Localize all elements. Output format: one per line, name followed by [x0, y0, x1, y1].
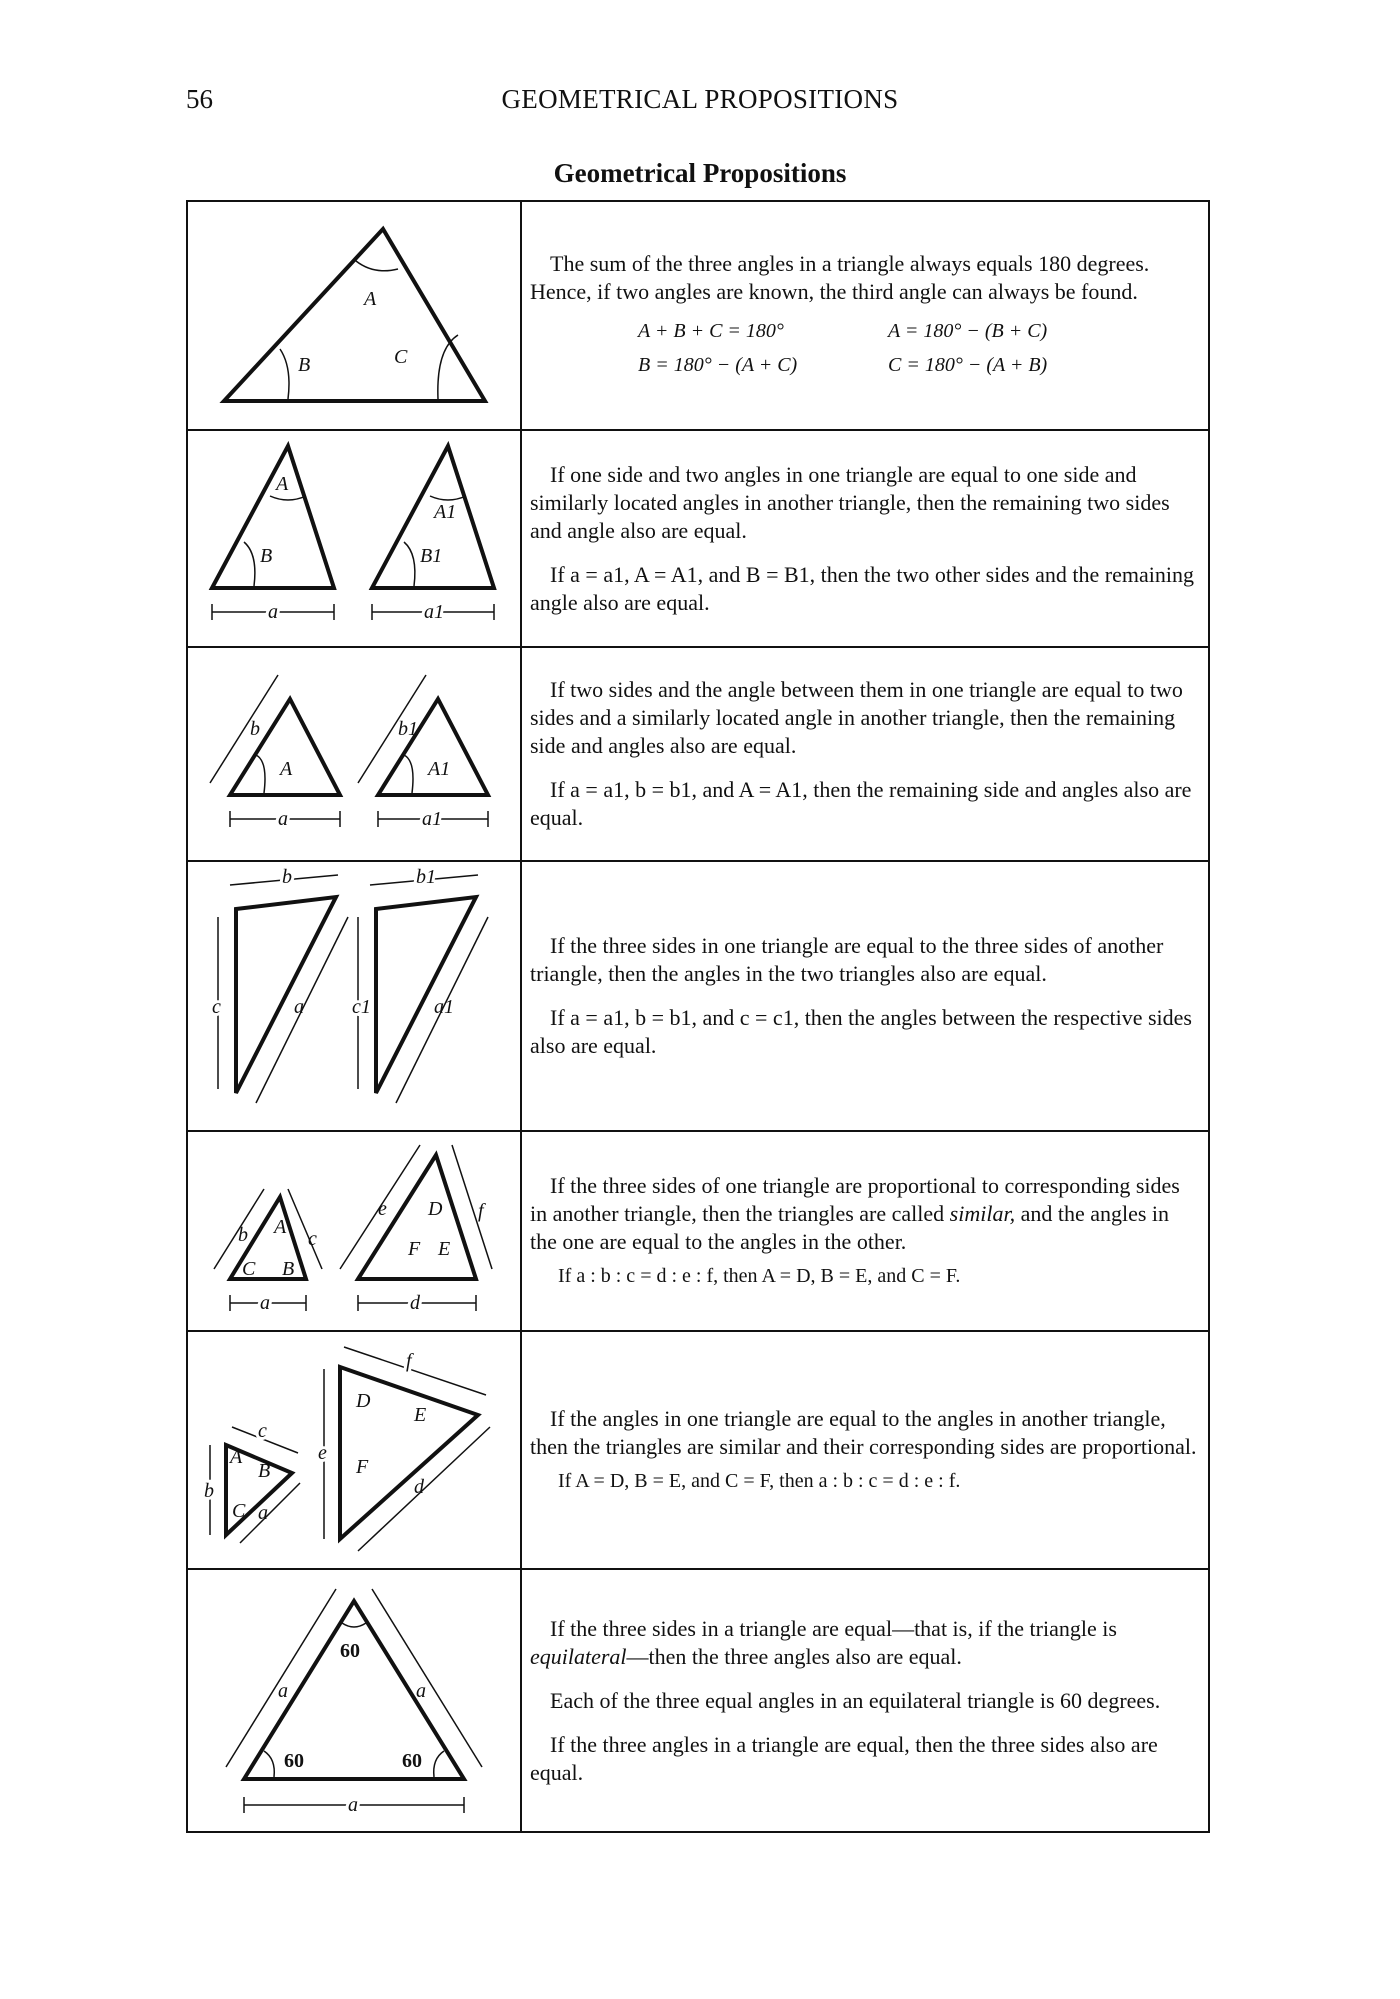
formula: A = 180° − (B + C) [888, 319, 1048, 342]
label-a1: a1 [424, 601, 444, 623]
running-head: GEOMETRICAL PROPOSITIONS [501, 84, 899, 114]
figure-cell [187, 861, 521, 1131]
figure-cell [187, 1331, 521, 1569]
label-A1: A1 [434, 501, 457, 523]
label-a: a [268, 601, 278, 623]
proposition-condition: If a = a1, b = b1, and c = c1, then the angles between the respective sides also are equal. [530, 1005, 1192, 1058]
label-d: d [414, 1476, 424, 1498]
text-cell [521, 430, 1209, 647]
proposition-text: If the three sides in one triangle are equal to the three sides of another triangle, then the angles in the two triangles also are equal. [530, 933, 1164, 986]
figure-cell [187, 647, 521, 861]
figure-cell [187, 1131, 521, 1331]
label-A: A [274, 1216, 287, 1238]
label-A: A [364, 288, 377, 310]
label-e: e [318, 1442, 327, 1464]
asa-congruence-figure [188, 432, 520, 645]
label-b: b [282, 866, 292, 888]
sas-congruence-figure [188, 649, 520, 859]
section-title: Geometrical Propositions [553, 158, 847, 188]
figure-cell [187, 430, 521, 647]
label-D: D [428, 1198, 443, 1220]
label-a-left: a [278, 1680, 288, 1702]
similar-triangles-sides-figure [188, 1133, 520, 1329]
page-number: 56 [186, 84, 213, 114]
figure-cell [187, 201, 521, 430]
label-B: B [282, 1258, 295, 1280]
label-a: a [278, 808, 288, 830]
text-cell [521, 201, 1209, 430]
label-c: c [212, 996, 221, 1018]
text-cell [521, 1331, 1209, 1569]
label-b1: b1 [398, 718, 418, 740]
label-C: C [232, 1500, 246, 1522]
page-header [0, 84, 1400, 124]
label-a-base: a [348, 1794, 358, 1816]
label-A: A [230, 1446, 243, 1468]
label-c1: c1 [352, 996, 371, 1018]
label-B: B [258, 1460, 271, 1482]
label-a1: a1 [434, 996, 454, 1018]
table-row [187, 1331, 1209, 1569]
formula-grid [638, 314, 1198, 382]
figure-cell [187, 1569, 521, 1832]
formula: A + B + C = 180° [638, 319, 784, 342]
label-A1: A1 [428, 758, 451, 780]
label-F: F [408, 1238, 421, 1260]
proposition-text: If the angles in one triangle are equal to the angles in another triangle, then the triangles are similar and their corresponding sides are proportional. [530, 1406, 1197, 1459]
table-row [187, 1131, 1209, 1331]
label-A: A [280, 758, 293, 780]
proposition-text: If the three sides of one triangle are proportional to corresponding sides in another triangle, then the triangles are called similar, and the angles in the one are equal to the angles in the other. [530, 1173, 1180, 1254]
label-f: f [406, 1350, 412, 1372]
formula: C = 180° − (A + B) [888, 353, 1048, 376]
table-row [187, 201, 1209, 430]
text-cell [521, 861, 1209, 1131]
label-B: B [260, 545, 273, 567]
label-60-left: 60 [284, 1750, 304, 1772]
label-B1: B1 [420, 545, 443, 567]
equilateral-triangle-figure [188, 1571, 520, 1830]
label-C: C [242, 1258, 256, 1280]
formula: If A = D, B = E, and C = F, then a : b : c = d : e : f. [558, 1470, 961, 1492]
label-e: e [378, 1198, 387, 1220]
label-C: C [394, 346, 408, 368]
proposition-text: The sum of the three angles in a triangle always equals 180 degrees. Hence, if two angles are known, the third angle can always be found. [530, 250, 1150, 304]
label-a-right: a [416, 1680, 426, 1702]
label-F: F [356, 1456, 369, 1478]
formula: B = 180° − (A + C) [638, 353, 798, 376]
proposition-text: If one side and two angles in one triangle are equal to one side and similarly located angles in another triangle, then the remaining two sides and angle also are equal. [530, 461, 1170, 543]
text-cell [521, 1569, 1209, 1832]
label-E: E [414, 1404, 427, 1426]
similar-triangles-angles-figure [188, 1333, 520, 1567]
label-f: f [478, 1200, 484, 1222]
label-b: b [204, 1480, 214, 1502]
sss-congruence-figure [188, 863, 520, 1129]
label-c: c [258, 1420, 267, 1442]
table-row [187, 861, 1209, 1131]
label-a: a [260, 1292, 270, 1314]
label-d: d [410, 1292, 420, 1314]
text-cell [521, 647, 1209, 861]
table-row [187, 647, 1209, 861]
proposition-condition: If a = a1, A = A1, and B = B1, then the two other sides and the remaining angle also are equal. [530, 561, 1194, 615]
label-D: D [356, 1390, 371, 1412]
label-b1: b1 [416, 866, 436, 888]
proposition-condition: If a = a1, b = b1, and A = A1, then the remaining side and angles also are equal. [530, 777, 1192, 830]
proposition-text: If two sides and the angle between them in one triangle are equal to two sides and a similarly located angle in another triangle, then the remaining side and angles also are equal. [530, 677, 1183, 758]
label-a: a [258, 1502, 268, 1524]
text-cell [521, 1131, 1209, 1331]
label-A: A [276, 473, 289, 495]
formula: If a : b : c = d : e : f, then A = D, B = E, and C = F. [558, 1265, 961, 1287]
proposition-text: If the three sides in a triangle are equal—that is, if the triangle is equilateral—then the three angles also are equal. [530, 1615, 1117, 1669]
label-60-top: 60 [340, 1640, 360, 1662]
proposition-text: Each of the three equal angles in an equilateral triangle is 60 degrees. [550, 1687, 1161, 1713]
triangle-angle-sum-figure [188, 203, 520, 428]
label-a: a [294, 996, 304, 1018]
label-B: B [298, 354, 311, 376]
label-c: c [308, 1228, 317, 1250]
label-b: b [238, 1224, 248, 1246]
label-E: E [438, 1238, 451, 1260]
table-row [187, 1569, 1209, 1832]
label-b: b [250, 718, 260, 740]
label-a1: a1 [422, 808, 442, 830]
propositions-table [186, 200, 1210, 1833]
table-row [187, 430, 1209, 647]
proposition-text: If the three angles in a triangle are equal, then the three sides also are equal. [530, 1731, 1158, 1785]
label-60-right: 60 [402, 1750, 422, 1772]
